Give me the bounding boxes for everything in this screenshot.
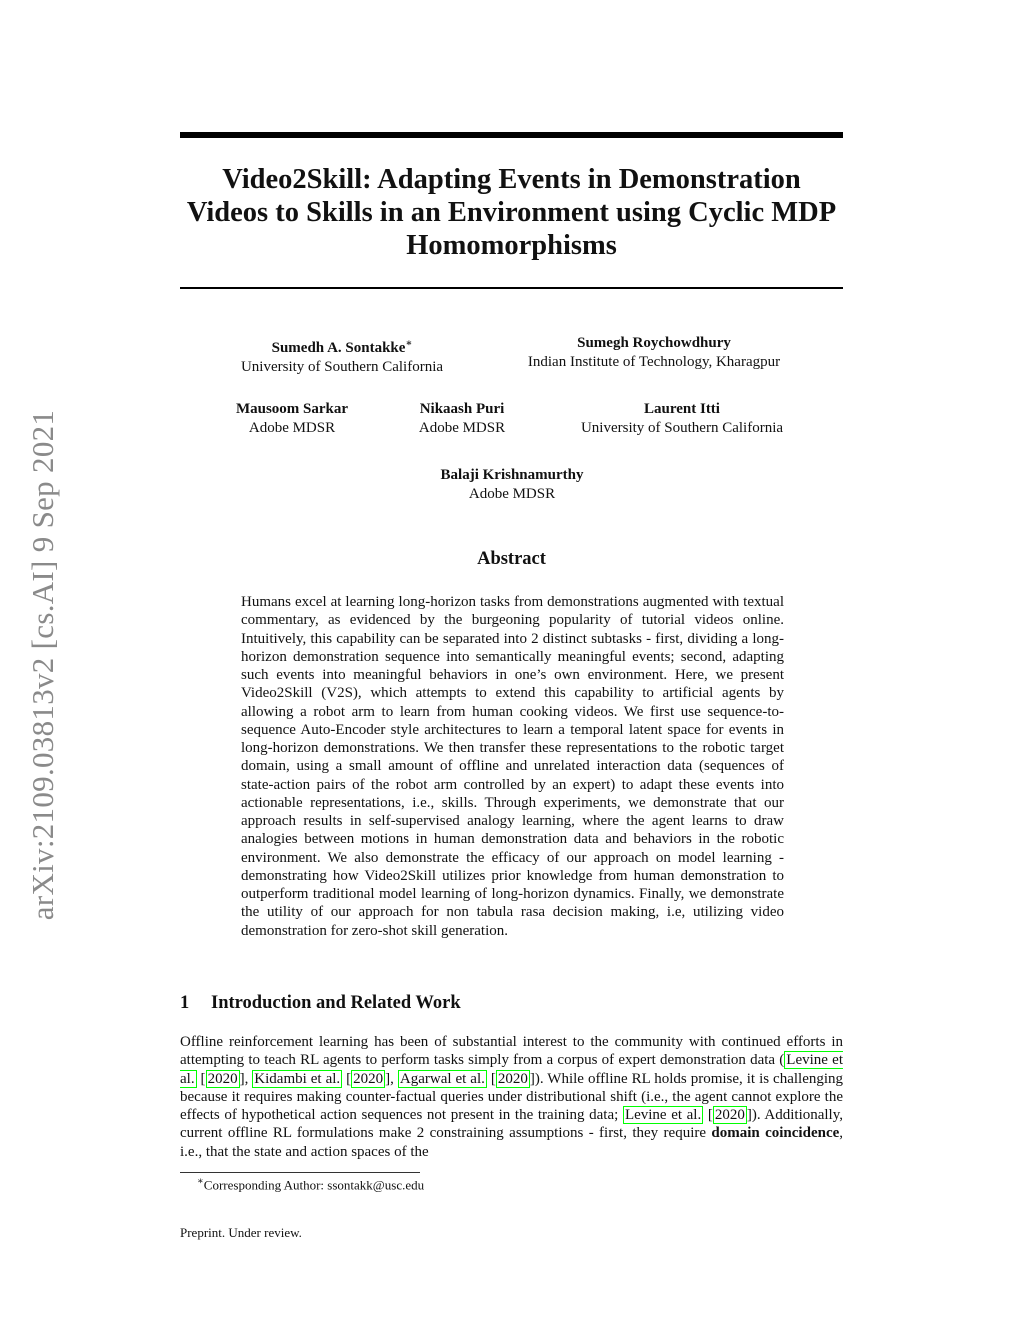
section-title: Introduction and Related Work [211,993,461,1013]
author-name: Nikaash Puri [419,401,505,417]
author-name: Mausoom Sarkar [235,401,349,417]
author-name: Laurent Itti [644,401,720,417]
intro-paragraph: Offline reinforcement learning has been of substantial interest to the community with continued efforts in attempting to teach RL agents to perform tasks simply from a corpus of expert demonstration data ( Levine et al. [ 2020 ], Kidambi et al. [ 2020 ], Agarwal et al. [ 2020 ]). While offline RL holds promise, it is challenging because it requires making counter-factual queries under distributional shift (i.e., the agent cannot explore the effects of hypothetical action sequences not present in the training data; Levine et al. [ 2020 ]). Additionally, current offline RL formulations make 2 constraining assumptions - first, they require domain coincidence, i.e., that the state and action spaces of the [180,1034,844,1160]
abstract-heading: Abstract [477,549,546,569]
citation-link[interactable]: Agarwal et al. [399,1070,485,1087]
footnote-rule [180,1172,420,1173]
citation-year-link[interactable]: 2020 [497,1070,528,1087]
section-number: 1 [180,993,190,1013]
author-affiliation: University of Southern California [580,420,784,436]
footer-note: Preprint. Under review. [180,1225,302,1240]
citation-link[interactable]: Kidambi et al. [254,1070,341,1087]
author-name: Balaji Krishnamurthy [440,467,584,483]
title-rule-top [180,132,843,138]
author-block [555,400,809,438]
arxiv-stamp: arXiv:2109.03813v2 [cs.AI] 9 Sep 2021 [25,409,60,921]
author-name: Sumedh A. Sontakke∗ [271,338,413,356]
author-affiliation: Adobe MDSR [468,486,556,502]
abstract-text: Humans excel at learning long-horizon tasks from demonstrations augmented with textual commentary, as evidenced by the burgeoning popularity of tutorial videos online. Intuitively, this capability can be separated into 2 distinct subtasks - first, dividing a long-horizon demonstration sequence into semantically meaningful events; second, adapting such events into meaningful behaviors in one’s own environment. Here, we present Video2Skill (V2S), which attempts to extend this capability to artificial agents by allowing a robot arm to learn from human cooking videos. We first use sequence-to-sequence Auto-Encoder style architectures to learn a temporal latent space for events in long-horizon demonstrations. We then transfer these representations to the robotic target domain, using a small amount of offline and unrelated interaction data (sequences of state-action pairs of the robot arm controlled by an expert) to adapt these events into actionable representations, i.e., skills. Through experiments, we demonstrate that our approach results in self-supervised analogy learning, where the agent learns to draw analogies between motions in human demonstration data and behaviors in the robotic environment. We also demonstrate the efficacy of our approach on model learning - demonstrating how Video2Skill utilizes prior knowledge from human demonstration to outperform traditional model learning of long-horizon dynamics. Finally, we demonstrate the utility of our approach for non tabula rasa decision making, i.e, utilizing video demonstration for zero-shot skill generation. [241,594,784,939]
author-block [210,334,474,377]
footnote: ∗Corresponding Author: ssontakk@usc.edu [197,1176,425,1193]
author-block [503,334,805,372]
author-affiliation: Adobe MDSR [418,420,506,436]
citation-year-link[interactable]: 2020 [207,1070,238,1087]
paper-title: Video2Skill: Adapting Events in Demonstration Videos to Skills in an Environment using Cyclic MDP Homomorphisms [186,164,837,261]
author-affiliation: Adobe MDSR [248,420,336,436]
citation-year-link[interactable]: 2020 [714,1107,745,1124]
author-block [398,400,526,438]
author-affiliation: Indian Institute of Technology, Kharagpur [527,354,781,370]
citation-link[interactable]: Levine et al. [180,1052,843,1087]
bold-term: domain coincidence [711,1125,840,1142]
section-heading [180,993,461,1014]
author-affiliation: University of Southern California [240,359,444,375]
citation-link[interactable]: Levine et al. [624,1107,702,1124]
title-rule-bottom [180,287,843,289]
author-name: Sumegh Roychowdhury [577,335,731,351]
author-block [392,466,632,504]
author-block [222,400,362,438]
citation-year-link[interactable]: 2020 [353,1070,384,1087]
